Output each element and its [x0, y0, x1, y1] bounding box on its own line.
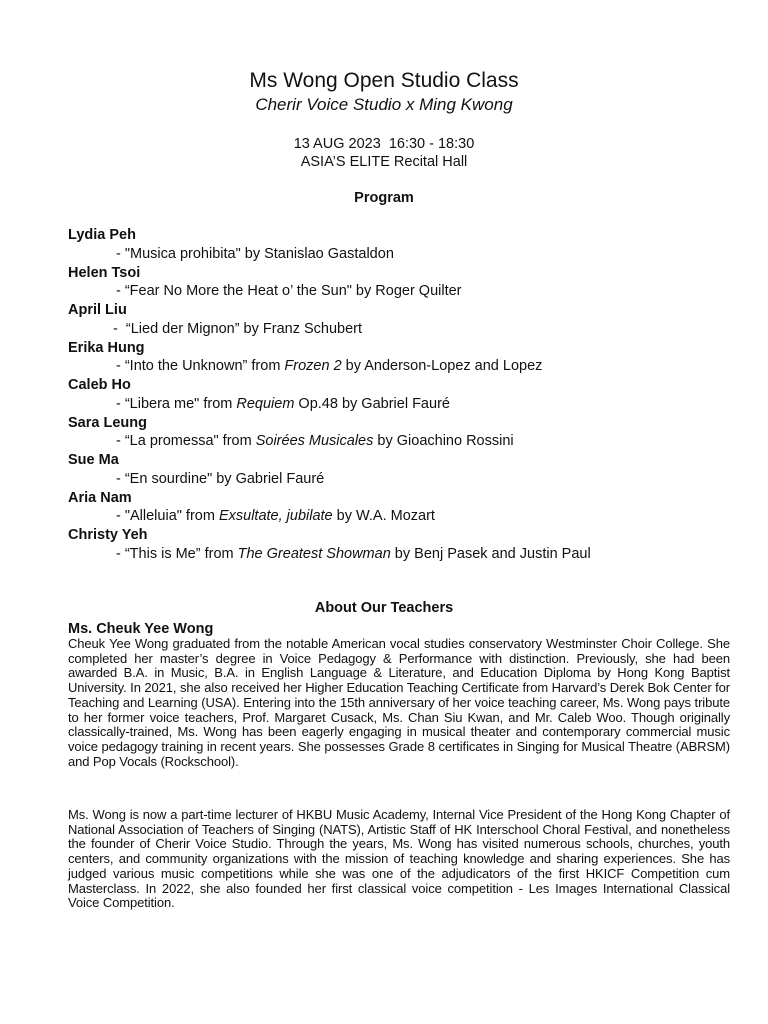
- program-heading: Program: [354, 190, 414, 206]
- event-date-time: 13 AUG 2023 16:30 - 18:30: [293, 136, 475, 152]
- program-item: [68, 376, 728, 414]
- program-item: [68, 489, 728, 527]
- performer-piece: - “Into the Unknown” from Frozen 2 by Anderson-Lopez and Lopez: [116, 358, 543, 374]
- program-item: [68, 301, 728, 339]
- performer-piece: - “En sourdine" by Gabriel Fauré: [116, 470, 325, 487]
- performer-piece: - “Lied der Mignon” by Franz Schubert: [113, 320, 363, 337]
- program-item: [68, 526, 728, 564]
- page-subtitle: Cherir Voice Studio x Ming Kwong: [255, 95, 513, 114]
- program-list: [68, 226, 728, 564]
- performer-piece: - “Fear No More the Heat o’ the Sun" by Roger Quilter: [116, 283, 462, 299]
- program-item: [68, 451, 728, 489]
- performer-piece: - "Musica prohibita" by Stanislao Gastaldon: [116, 245, 394, 262]
- performer-name: Sue Ma: [68, 452, 119, 468]
- program-item: [68, 339, 728, 377]
- performer-name: Sara Leung: [68, 414, 147, 431]
- performer-name: Aria Nam: [68, 489, 132, 506]
- performer-name: Christy Yeh: [68, 527, 148, 543]
- performer-name: Erika Hung: [68, 339, 145, 356]
- teacher-bio-paragraph: Ms. Wong is now a part-time lecturer of HKBU Music Academy, Internal Vice President of the Hong Kong Chapter of National Association of Teachers of Singing (NATS), Artistic Staff of HK Interschool Choral Festival, and nonetheless the founder of Cherir Voice Studio. Through the years, Ms. Wong has visited numerous schools, churches, youth centers, and community organizations with the mission of teaching knowledge and sharing experiences. She has judged various music competitions while she was one of the adjudicators of the first HKICF Competition cum Masterclass. In 2022, she also founded her first classical voice competition - Les Images International Classical Voice Competition.: [68, 807, 730, 911]
- performer-piece: - “Libera me" from Requiem Op.48 by Gabriel Fauré: [116, 395, 450, 412]
- program-item: [68, 226, 728, 264]
- performer-name: April Liu: [68, 302, 127, 318]
- performer-name: Lydia Peh: [68, 227, 136, 243]
- page-title: Ms Wong Open Studio Class: [249, 69, 519, 92]
- program-item: [68, 414, 728, 452]
- performer-name: Caleb Ho: [68, 377, 131, 393]
- performer-name: Helen Tsoi: [68, 264, 141, 281]
- performer-piece: - "Alleluia" from Exsultate, jubilate by W.A. Mozart: [116, 508, 435, 524]
- program-item: [68, 264, 728, 302]
- teacher-bio-paragraph: Cheuk Yee Wong graduated from the notable American vocal studies conservatory Westminster Choir College. She completed her master’s degree in Voice Pedagogy & Performance with distinction. Previously, she had been awarded B.A. in Music, B.A. in English Language & Literature, and Education Diploma by Hong Kong Baptist University. In 2021, she also received her Higher Education Teaching Certificate from Harvard’s Derek Bok Center for Teaching and Learning (USA). Entering into the 15th anniversary of her voice teaching career, Ms. Wong pays tribute to her former voice teachers, Prof. Margaret Cusack, Ms. Chan Siu Kwan, and Mr. Caleb Woo. Though originally classically-trained, Ms. Wong has been eagerly engaging in musical theater and contemporary commercial music voice pedagogy training in recent years. She possesses Grade 8 certificates in Singing for Musical Theatre (ABRSM) and Pop Vocals (Rockschool).: [68, 636, 730, 769]
- teacher-name: Ms. Cheuk Yee Wong: [68, 621, 214, 637]
- event-venue: ASIA’S ELITE Recital Hall: [300, 154, 468, 170]
- performer-piece: - “This is Me” from The Greatest Showman by Benj Pasek and Justin Paul: [116, 545, 591, 562]
- teachers-heading: About Our Teachers: [314, 600, 454, 616]
- performer-piece: - “La promessa" from Soirées Musicales by Gioachino Rossini: [116, 433, 514, 449]
